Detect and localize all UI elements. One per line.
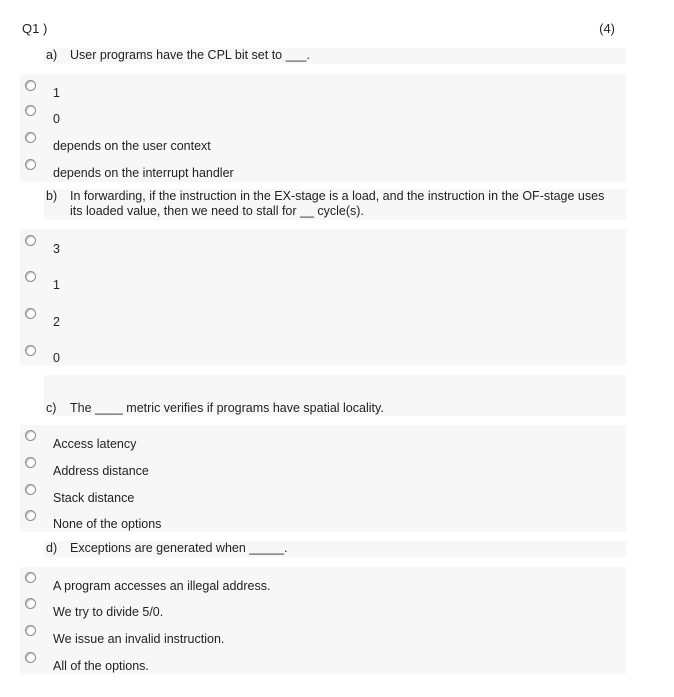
radio-d-4[interactable] (25, 652, 36, 663)
option-c-1: Access latency (53, 437, 137, 451)
radio-b-1[interactable] (25, 235, 36, 246)
question-c-text: The ____ metric verifies if programs have spatial locality. (70, 401, 384, 415)
option-b-4: 0 (53, 351, 60, 365)
option-a-1: 1 (53, 86, 60, 100)
option-d-2: We try to divide 5/0. (53, 605, 164, 619)
radio-a-2[interactable] (25, 105, 36, 116)
option-d-4: All of the options. (53, 659, 149, 673)
question-b (44, 189, 626, 220)
radio-b-3[interactable] (25, 308, 36, 319)
radio-c-1[interactable] (25, 430, 36, 441)
option-b-2: 1 (53, 278, 60, 292)
question-number: Q1 ) (22, 21, 48, 36)
question-d-text: Exceptions are generated when _____. (70, 541, 288, 555)
question-c (44, 375, 626, 416)
radio-c-3[interactable] (25, 484, 36, 495)
option-c-3: Stack distance (53, 491, 135, 505)
question-marks: (4) (599, 21, 615, 36)
option-a-2: 0 (53, 112, 60, 126)
question-d (44, 541, 626, 557)
radio-d-3[interactable] (25, 625, 36, 636)
question-c-label: c) (46, 401, 57, 415)
radio-b-2[interactable] (25, 271, 36, 282)
question-d-label: d) (46, 541, 58, 555)
options-b (20, 229, 626, 365)
question-b-text: In forwarding, if the instruction in the EX-stage is a load, and the instruction in the OF-stage uses its loaded value, then we need to stall for __ cycle(s). (70, 189, 605, 218)
option-a-3: depends on the user context (53, 139, 211, 153)
radio-d-2[interactable] (25, 598, 36, 609)
radio-a-3[interactable] (25, 132, 36, 143)
radio-c-4[interactable] (25, 510, 36, 521)
radio-c-2[interactable] (25, 457, 36, 468)
option-c-4: None of the options (53, 517, 162, 531)
option-b-3: 2 (53, 315, 60, 329)
radio-a-4[interactable] (25, 159, 36, 170)
question-a-text: User programs have the CPL bit set to ___. (70, 48, 310, 62)
option-c-2: Address distance (53, 464, 149, 478)
question-a (44, 48, 626, 64)
option-d-1: A program accesses an illegal address. (53, 579, 271, 593)
radio-d-1[interactable] (25, 572, 36, 583)
option-d-3: We issue an invalid instruction. (53, 632, 225, 646)
option-a-4: depends on the interrupt handler (53, 166, 234, 180)
option-b-1: 3 (53, 242, 60, 256)
radio-b-4[interactable] (25, 345, 36, 356)
question-a-label: a) (46, 48, 58, 62)
question-b-label: b) (46, 189, 58, 203)
radio-a-1[interactable] (25, 80, 36, 91)
